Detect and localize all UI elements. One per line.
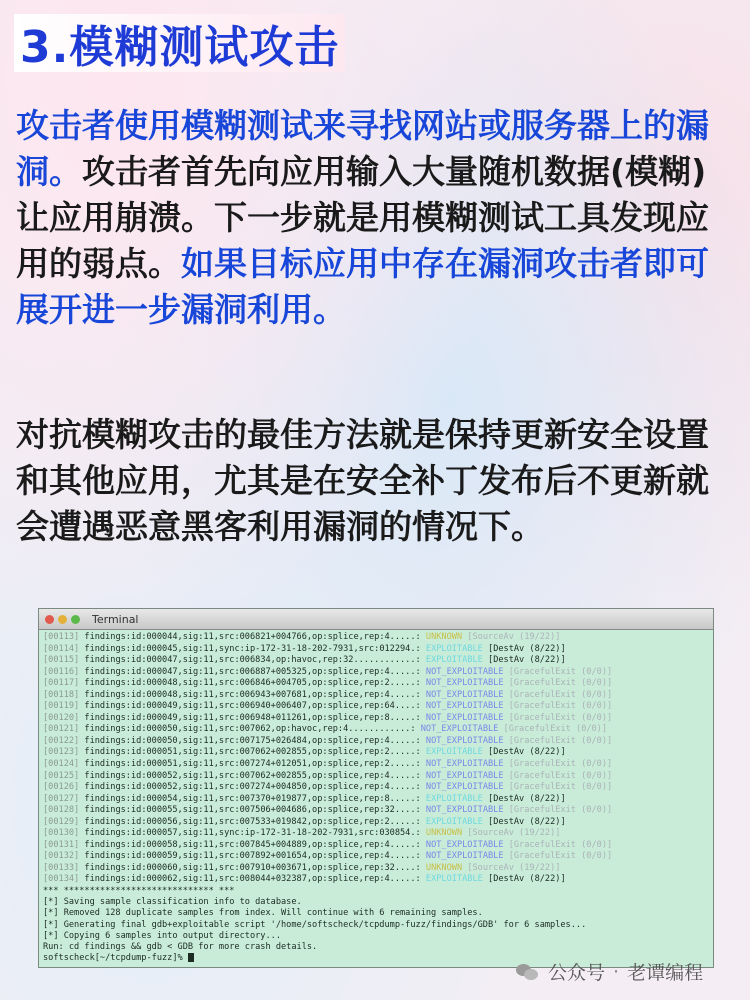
row-status: NOT_EXPLOITABLE: [425, 701, 504, 712]
row-status: EXPLOITABLE: [425, 793, 483, 804]
row-status: NOT_EXPLOITABLE: [425, 689, 504, 700]
row-status: NOT_EXPLOITABLE: [425, 735, 504, 746]
row-classification: [GracefulExit (0/0)]: [508, 701, 613, 712]
row-index: [00119]: [43, 701, 80, 712]
row-finding: findings:id:000044,sig:11,src:006821+004766,op:splice,rep:4.....:: [84, 632, 421, 642]
row-index: [00114]: [43, 643, 80, 654]
row-index: [00115]: [43, 655, 80, 666]
row-finding: findings:id:000060,sig:11,src:007910+003671,op:splice,rep:32....:: [84, 862, 421, 873]
row-status: EXPLOITABLE: [425, 816, 483, 827]
row-classification: [GracefulExit (0/0)]: [503, 724, 608, 735]
row-index: [00128]: [43, 805, 80, 816]
row-finding: findings:id:000047,sig:11,src:006887+005325,op:splice,rep:4.....:: [84, 666, 421, 677]
row-index: [00123]: [43, 747, 80, 758]
watermark-separator: ·: [613, 960, 620, 983]
row-classification: [DestAv (8/22)]: [488, 747, 566, 758]
row-classification: [SourceAv (19/22)]: [467, 862, 561, 873]
row-status: EXPLOITABLE: [425, 874, 483, 885]
row-finding: findings:id:000048,sig:11,src:006846+004705,op:splice,rep:2.....:: [84, 678, 421, 689]
defense-paragraph: 对抗模糊攻击的最佳方法就是保持更新安全设置和其他应用，尤其是在安全补丁发布后不更新就会遭遇恶意黑客利用漏洞的情况下。: [16, 415, 709, 546]
row-index: [00132]: [43, 851, 80, 862]
terminal-message: [*] Copying 6 samples into output directory...: [43, 930, 281, 941]
row-status: EXPLOITABLE: [425, 747, 483, 758]
row-finding: findings:id:000055,sig:11,src:007506+004686,op:splice,rep:32....:: [84, 805, 421, 816]
row-status: EXPLOITABLE: [425, 643, 483, 654]
terminal-row: [43, 805, 709, 817]
terminal-row: [43, 817, 709, 829]
row-finding: findings:id:000058,sig:11,src:007845+004889,op:splice,rep:4.....:: [84, 839, 421, 850]
row-index: [00116]: [43, 666, 80, 677]
terminal-row: [43, 828, 709, 840]
row-finding: findings:id:000047,sig:11,src:006834,op:havoc,rep:32............:: [84, 655, 421, 666]
row-index: [00127]: [43, 793, 80, 804]
watermark-label: 公众号: [548, 962, 606, 984]
row-status: NOT_EXPLOITABLE: [420, 724, 499, 735]
terminal-row: [43, 747, 709, 759]
row-status: NOT_EXPLOITABLE: [425, 805, 504, 816]
terminal-row: [43, 678, 709, 690]
row-classification: [GracefulExit (0/0)]: [508, 735, 613, 746]
terminal-row: [43, 713, 709, 725]
row-classification: [GracefulExit (0/0)]: [508, 839, 613, 850]
row-classification: [GracefulExit (0/0)]: [508, 851, 613, 862]
row-classification: [GracefulExit (0/0)]: [508, 678, 613, 689]
terminal-prompt: softscheck[~/tcpdump-fuzz]%: [43, 953, 188, 964]
terminal-message: [*] Saving sample classification info to database.: [43, 897, 302, 908]
row-status: NOT_EXPLOITABLE: [425, 712, 504, 723]
cursor-icon: [188, 953, 194, 962]
terminal-row: [43, 794, 709, 806]
terminal-message: [*] Generating final gdb+exploitable script '/home/softscheck/tcpdump-fuzz/findings/GDB' for 6 samples...: [43, 919, 587, 930]
terminal-row: [43, 874, 709, 886]
terminal-row: [43, 863, 709, 875]
intro-paragraph: [16, 103, 738, 333]
terminal-row: [43, 771, 709, 783]
row-index: [00129]: [43, 816, 80, 827]
row-index: [00121]: [43, 724, 80, 735]
terminal-row: [43, 644, 709, 656]
row-index: [00134]: [43, 874, 80, 885]
terminal-row: [43, 701, 709, 713]
row-index: [00113]: [43, 632, 80, 642]
row-index: [00120]: [43, 712, 80, 723]
row-finding: findings:id:000045,sig:11,sync:ip-172-31-18-202-7931,src:012294.:: [84, 643, 421, 654]
row-classification: [GracefulExit (0/0)]: [508, 689, 613, 700]
terminal-row: [43, 736, 709, 748]
row-finding: findings:id:000056,sig:11,src:007533+019842,op:splice,rep:2.....:: [84, 816, 421, 827]
terminal-row: [43, 667, 709, 679]
row-status: NOT_EXPLOITABLE: [425, 759, 504, 770]
row-classification: [DestAv (8/22)]: [488, 655, 566, 666]
row-classification: [GracefulExit (0/0)]: [508, 666, 613, 677]
row-status: NOT_EXPLOITABLE: [425, 839, 504, 850]
row-index: [00130]: [43, 828, 80, 839]
watermark: [516, 958, 703, 985]
row-finding: findings:id:000051,sig:11,src:007062+002855,op:splice,rep:2.....:: [84, 747, 421, 758]
row-finding: findings:id:000048,sig:11,src:006943+007681,op:splice,rep:4.....:: [84, 689, 421, 700]
row-status: UNKNOWN: [425, 862, 463, 873]
maximize-icon[interactable]: [71, 615, 80, 624]
row-index: [00118]: [43, 689, 80, 700]
row-finding: findings:id:000057,sig:11,sync:ip-172-31-18-202-7931,src:030854.:: [84, 828, 421, 839]
row-finding: findings:id:000059,sig:11,src:007892+001654,op:splice,rep:4.....:: [84, 851, 421, 862]
minimize-icon[interactable]: [58, 615, 67, 624]
row-finding: findings:id:000050,sig:11,src:007062,op:havoc,rep:4............:: [84, 724, 416, 735]
row-finding: findings:id:000049,sig:11,src:006940+006407,op:splice,rep:64....:: [84, 701, 421, 712]
close-icon[interactable]: [45, 615, 54, 624]
terminal-title: Terminal: [92, 612, 139, 626]
row-index: [00133]: [43, 862, 80, 873]
terminal-separator: *** ***************************** ***: [43, 886, 235, 897]
row-status: UNKNOWN: [425, 632, 463, 642]
page-title: 3.模糊测试攻击: [14, 14, 345, 72]
row-index: [00131]: [43, 839, 80, 850]
terminal-row: [43, 759, 709, 771]
row-classification: [GracefulExit (0/0)]: [508, 712, 613, 723]
row-classification: [DestAv (8/22)]: [488, 874, 566, 885]
row-status: NOT_EXPLOITABLE: [425, 666, 504, 677]
terminal-window: [38, 608, 714, 968]
row-classification: [SourceAv (19/22)]: [467, 828, 561, 839]
row-index: [00126]: [43, 782, 80, 793]
row-status: UNKNOWN: [425, 828, 463, 839]
row-finding: findings:id:000049,sig:11,src:006948+011261,op:splice,rep:8.....:: [84, 712, 421, 723]
row-finding: findings:id:000050,sig:11,src:007175+026484,op:splice,rep:4.....:: [84, 735, 421, 746]
terminal-row: [43, 724, 709, 736]
terminal-row: [43, 840, 709, 852]
row-index: [00117]: [43, 678, 80, 689]
intro-body: 攻击者首先向应用输入大量随机数据(模糊)让应用崩溃。下一步就是用模糊测试工具发现应用的弱点。: [16, 152, 709, 283]
row-classification: [DestAv (8/22)]: [488, 643, 566, 654]
terminal-row: [43, 782, 709, 794]
terminal-row: [43, 655, 709, 667]
terminal-titlebar: [39, 609, 713, 630]
row-index: [00125]: [43, 770, 80, 781]
wechat-icon: [516, 962, 540, 982]
row-finding: findings:id:000054,sig:11,src:007370+019877,op:splice,rep:8.....:: [84, 793, 421, 804]
row-classification: [GracefulExit (0/0)]: [508, 805, 613, 816]
intro-highlight-2: 如果目标应用中存在漏洞攻击者即可展开进一步漏洞利用。: [16, 244, 709, 329]
intro-highlight: 攻击者使用模糊测试来寻找网站或服务器上的漏洞。: [16, 106, 709, 191]
terminal-output[interactable]: [39, 630, 713, 966]
terminal-row: [43, 632, 709, 644]
row-finding: findings:id:000062,sig:11,src:008044+032387,op:splice,rep:4.....:: [84, 874, 421, 885]
row-finding: findings:id:000052,sig:11,src:007274+004850,op:splice,rep:4.....:: [84, 782, 421, 793]
row-finding: findings:id:000051,sig:11,src:007274+012051,op:splice,rep:2.....:: [84, 759, 421, 770]
terminal-message: Run: cd findings && gdb < GDB for more crash details.: [43, 942, 318, 953]
row-classification: [GracefulExit (0/0)]: [508, 782, 613, 793]
terminal-row: [43, 690, 709, 702]
row-status: NOT_EXPLOITABLE: [425, 678, 504, 689]
row-index: [00122]: [43, 735, 80, 746]
row-classification: [DestAv (8/22)]: [488, 793, 566, 804]
row-classification: [DestAv (8/22)]: [488, 816, 566, 827]
row-finding: findings:id:000052,sig:11,src:007062+002855,op:splice,rep:4.....:: [84, 770, 421, 781]
row-status: NOT_EXPLOITABLE: [425, 851, 504, 862]
row-classification: [GracefulExit (0/0)]: [508, 770, 613, 781]
row-status: EXPLOITABLE: [425, 655, 483, 666]
terminal-message: [*] Removed 128 duplicate samples from index. Will continue with 6 remaining samples.: [43, 908, 483, 919]
row-classification: [GracefulExit (0/0)]: [508, 759, 613, 770]
row-index: [00124]: [43, 759, 80, 770]
row-classification: [SourceAv (19/22)]: [467, 632, 561, 642]
row-status: NOT_EXPLOITABLE: [425, 770, 504, 781]
terminal-row: [43, 851, 709, 863]
row-status: NOT_EXPLOITABLE: [425, 782, 504, 793]
watermark-author: 老谭编程: [627, 962, 704, 984]
